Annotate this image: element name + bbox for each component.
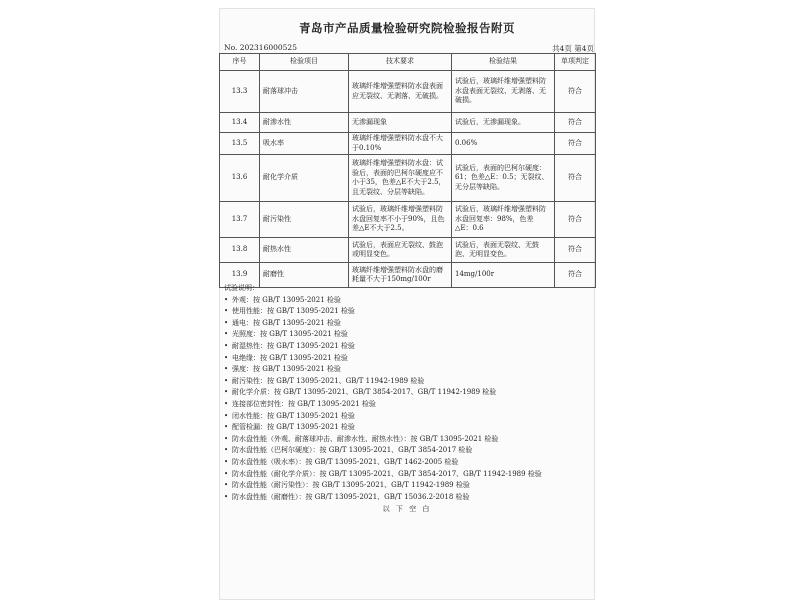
- note-text: 防水盘性能（耐化学介质）：按 GB/T 13095-2021、GB/T 3854-2017、GB/T 11942-1989 检验: [232, 469, 542, 478]
- note-text: 电绝缘：按 GB/T 13095-2021 检验: [232, 353, 348, 362]
- row-item: 吸水率: [260, 133, 349, 155]
- notes-list: [222, 295, 592, 504]
- list-item: [222, 306, 592, 318]
- row-requirement: 玻璃纤维增强塑料防水盘表面应无裂纹、无剥落、无破损。: [349, 71, 452, 113]
- page-indicator: 共4页 第4页: [552, 44, 594, 53]
- row-no: 13.6: [220, 155, 260, 202]
- list-item: [222, 318, 592, 330]
- list-item: [222, 329, 592, 341]
- bullet-icon: •: [224, 353, 229, 362]
- note-text: 耐污染性：按 GB/T 13095-2021、GB/T 11942-1989 检验: [232, 376, 425, 385]
- col-header-no: 序号: [220, 54, 260, 71]
- row-item: 耐热水性: [260, 238, 349, 263]
- note-text: 防水盘性能（耐污染性）：按 GB/T 13095-2021、GB/T 11942-1989 检验: [232, 481, 470, 490]
- row-item: 耐污染性: [260, 202, 349, 238]
- note-text: 强度：按 GB/T 13095-2021 检验: [232, 365, 341, 374]
- row-item: 耐落球冲击: [260, 71, 349, 113]
- row-requirement: 玻璃纤维增强塑料防水盘不大于0.10%: [349, 133, 452, 155]
- bullet-icon: •: [224, 481, 229, 490]
- report-title: 青岛市产品质量检验研究院检验报告附页: [299, 21, 515, 35]
- bullet-icon: •: [224, 388, 229, 397]
- bullet-icon: •: [224, 365, 229, 374]
- row-result: 试验后，玻璃纤维增强塑料防水盘表面无裂纹、无剥落、无破损。: [452, 71, 555, 113]
- row-requirement: 玻璃纤维增强塑料防水盘：试验后，表面的巴柯尔硬度应不小于35，色差△E不大于2.5，且无裂纹、分层等缺陷。: [349, 155, 452, 202]
- col-header-verdict: 单项判定: [555, 54, 596, 71]
- row-no: 13.5: [220, 133, 260, 155]
- report-number: No. 202316000525: [224, 43, 297, 52]
- list-item: [222, 457, 592, 469]
- row-no: 13.8: [220, 238, 260, 263]
- row-verdict: 符合: [555, 155, 596, 202]
- row-item: 耐磨性: [260, 263, 349, 288]
- row-verdict: 符合: [555, 71, 596, 113]
- list-item: [222, 434, 592, 446]
- row-result: 试验后，无渗漏现象。: [452, 113, 555, 133]
- row-item: 耐化学介质: [260, 155, 349, 202]
- row-requirement: 无渗漏现象: [349, 113, 452, 133]
- note-text: 防水盘性能（耐磨性）：按 GB/T 13095-2021、GB/T 15036.2-2018 检验: [232, 492, 470, 501]
- bullet-icon: •: [224, 376, 229, 385]
- row-verdict: 符合: [555, 113, 596, 133]
- note-text: 通电：按 GB/T 13095-2021 检验: [232, 318, 341, 327]
- row-requirement: 玻璃纤维增强塑料防水盘的磨耗量不大于150mg/100r: [349, 263, 452, 288]
- note-text: 防水盘性能（吸水率）：按 GB/T 13095-2021、GB/T 1462-2005 检验: [232, 457, 459, 466]
- bullet-icon: •: [224, 469, 229, 478]
- row-result: 试验后，表面的巴柯尔硬度：61；色差△E：0.5；无裂纹、无分层等缺陷。: [452, 155, 555, 202]
- row-verdict: 符合: [555, 238, 596, 263]
- note-text: 耐湿热性：按 GB/T 13095-2021 检验: [232, 341, 355, 350]
- note-text: 防水盘性能（外观、耐落球冲击、耐渗水性、耐热水性）：按 GB/T 13095-2021 检验: [232, 434, 499, 443]
- note-text: 配管检漏：按 GB/T 13095-2021 检验: [232, 423, 355, 432]
- list-item: [222, 469, 592, 481]
- list-item: [222, 422, 592, 434]
- row-no: 13.7: [220, 202, 260, 238]
- table-row: [220, 238, 596, 263]
- notes-title: 试验说明：: [224, 284, 259, 292]
- row-requirement: 试验后，玻璃纤维增强塑料防水盘回复率不小于90%，且色差△E不大于2.5。: [349, 202, 452, 238]
- row-result: 14mg/100r: [452, 263, 555, 288]
- list-item: [222, 387, 592, 399]
- bullet-icon: •: [224, 492, 229, 501]
- row-result: 0.06%: [452, 133, 555, 155]
- note-text: 闭水性能：按 GB/T 13095-2021 检验: [232, 411, 355, 420]
- row-requirement: 试验后，表面应无裂纹、鼓泡或明显变色。: [349, 238, 452, 263]
- list-item: [222, 341, 592, 353]
- list-item: [222, 445, 592, 457]
- end-of-report-text: 以 下 空 白: [382, 505, 432, 514]
- bullet-icon: •: [224, 399, 229, 408]
- note-text: 连接部位密封性：按 GB/T 13095-2021 检验: [232, 399, 376, 408]
- list-item: [222, 480, 592, 492]
- bullet-icon: •: [224, 446, 229, 455]
- list-item: [222, 492, 592, 504]
- table-row: [220, 155, 596, 202]
- table-row: [220, 71, 596, 113]
- note-text: 光照度：按 GB/T 13095-2021 检验: [232, 330, 348, 339]
- bullet-icon: •: [224, 295, 229, 304]
- row-result: 试验后，玻璃纤维增强塑料防水盘回复率：98%，色差△E：0.6: [452, 202, 555, 238]
- row-item: 耐渗水性: [260, 113, 349, 133]
- bullet-icon: •: [224, 330, 229, 339]
- bullet-icon: •: [224, 434, 229, 443]
- note-text: 外观：按 GB/T 13095-2021 检验: [232, 295, 341, 304]
- bullet-icon: •: [224, 318, 229, 327]
- row-no: 13.9: [220, 263, 260, 288]
- test-notes: [222, 283, 592, 516]
- results-table: [219, 53, 596, 288]
- bullet-icon: •: [224, 457, 229, 466]
- table-row: [220, 113, 596, 133]
- row-verdict: 符合: [555, 202, 596, 238]
- bullet-icon: •: [224, 423, 229, 432]
- list-item: [222, 353, 592, 365]
- row-verdict: 符合: [555, 133, 596, 155]
- list-item: [222, 399, 592, 411]
- col-header-item: 检验项目: [260, 54, 349, 71]
- row-result: 试验后，表面无裂纹、无鼓泡、无明显变色。: [452, 238, 555, 263]
- note-text: 防水盘性能（巴柯尔硬度）：按 GB/T 13095-2021、GB/T 3854-2017 检验: [232, 446, 473, 455]
- col-header-result: 检验结果: [452, 54, 555, 71]
- bullet-icon: •: [224, 341, 229, 350]
- note-text: 耐化学介质：按 GB/T 13095-2021、GB/T 3854-2017、GB/T 11942-1989 检验: [232, 388, 497, 397]
- col-header-requirement: 技术要求: [349, 54, 452, 71]
- list-item: [222, 295, 592, 307]
- table-row: [220, 202, 596, 238]
- bullet-icon: •: [224, 411, 229, 420]
- row-verdict: 符合: [555, 263, 596, 288]
- list-item: [222, 376, 592, 388]
- row-no: 13.3: [220, 71, 260, 113]
- list-item: [222, 364, 592, 376]
- list-item: [222, 411, 592, 423]
- table-header-row: [220, 54, 596, 71]
- row-no: 13.4: [220, 113, 260, 133]
- table-row: [220, 133, 596, 155]
- bullet-icon: •: [224, 307, 229, 316]
- note-text: 使用性能：按 GB/T 13095-2021 检验: [232, 307, 355, 316]
